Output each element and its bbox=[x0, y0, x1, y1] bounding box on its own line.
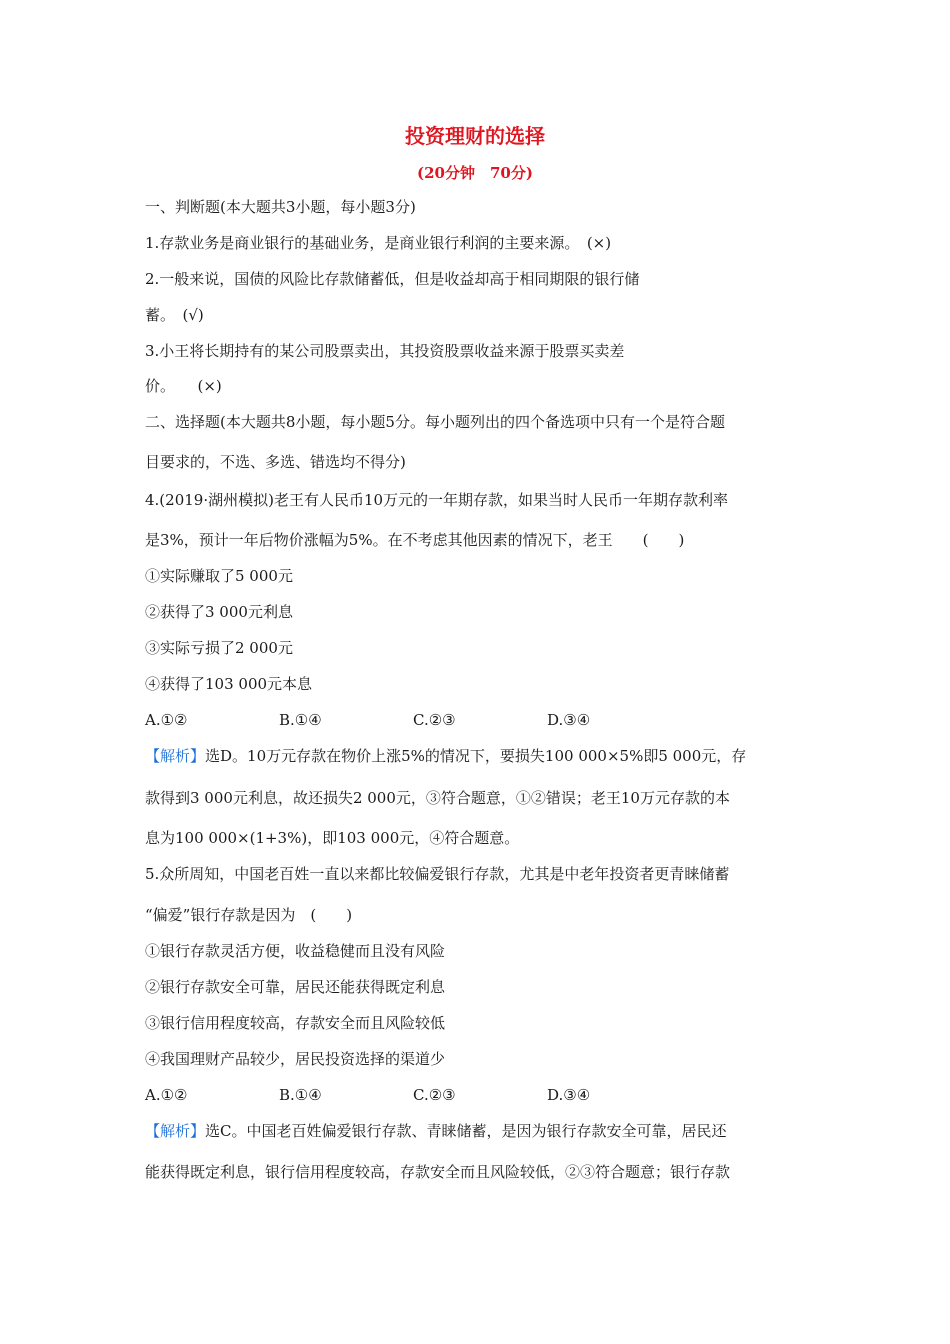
choice-b: B.①④ bbox=[279, 711, 322, 729]
choice-d: D.③④ bbox=[547, 711, 591, 729]
choice-a: A.①② bbox=[145, 1086, 188, 1104]
question-4-option-4: ④获得了103 000元本息 bbox=[145, 675, 313, 693]
question-4-line-2: 是3%，预计一年后物价涨幅为5%。在不考虑其他因素的情况下，老王 ( ) bbox=[145, 531, 685, 549]
choice-c: C.②③ bbox=[413, 711, 456, 729]
question-3-line-2: 价。 (×) bbox=[145, 377, 222, 395]
choice-a: A.①② bbox=[145, 711, 188, 729]
answer-4-line-3: 息为100 000×(1+3%)，即103 000元，④符合题意。 bbox=[145, 829, 520, 847]
section-2-heading-line-1: 二、选择题(本大题共8小题，每小题5分。每小题列出的四个备选项中只有一个是符合题 bbox=[145, 413, 725, 431]
question-5-option-4: ④我国理财产品较少，居民投资选择的渠道少 bbox=[145, 1050, 446, 1068]
question-4-choices bbox=[145, 710, 590, 730]
question-3-line-1: 3.小王将长期持有的某公司股票卖出，其投资股票收益来源于股票买卖差 bbox=[145, 342, 625, 360]
answer-5-text-1: 选C。中国老百姓偏爱银行存款、青睐储蓄，是因为银行存款安全可靠，居民还 bbox=[205, 1122, 727, 1140]
page-title: 投资理财的选择 bbox=[405, 124, 545, 148]
question-5-option-2: ②银行存款安全可靠，居民还能获得既定利息 bbox=[145, 978, 446, 996]
section-1-heading: 一、判断题(本大题共3小题，每小题3分) bbox=[145, 198, 416, 216]
answer-4-line-1 bbox=[145, 746, 746, 766]
section-2-heading-line-2: 目要求的，不选、多选、错选均不得分) bbox=[145, 453, 406, 471]
choice-b: B.①④ bbox=[279, 1086, 322, 1104]
question-2-line-1: 2.一般来说，国债的风险比存款储蓄低，但是收益却高于相同期限的银行储 bbox=[145, 270, 640, 288]
question-5-line-1: 5.众所周知，中国老百姓一直以来都比较偏爱银行存款，尤其是中老年投资者更青睐储蓄 bbox=[145, 865, 730, 883]
question-4-option-2: ②获得了3 000元利息 bbox=[145, 603, 293, 621]
question-4-line-1: 4.(2019·湖州模拟)老王有人民币10万元的一年期存款，如果当时人民币一年期存款利率 bbox=[145, 491, 729, 509]
question-4-option-3: ③实际亏损了2 000元 bbox=[145, 639, 293, 657]
question-5-option-1: ①银行存款灵活方便，收益稳健而且没有风险 bbox=[145, 942, 446, 960]
question-5-option-3: ③银行信用程度较高，存款安全而且风险较低 bbox=[145, 1014, 446, 1032]
question-5-choices bbox=[145, 1085, 590, 1105]
analysis-tag: 【解析】 bbox=[145, 1122, 206, 1140]
answer-5-line-2: 能获得既定利息，银行信用程度较高，存款安全而且风险较低，②③符合题意；银行存款 bbox=[145, 1163, 731, 1181]
choice-d: D.③④ bbox=[547, 1086, 591, 1104]
question-4-option-1: ①实际赚取了5 000元 bbox=[145, 567, 293, 585]
question-5-line-2: “偏爱”银行存款是因为 ( ) bbox=[145, 906, 353, 924]
analysis-tag: 【解析】 bbox=[145, 747, 206, 765]
choice-c: C.②③ bbox=[413, 1086, 456, 1104]
page-subtitle: (20分钟 70分) bbox=[417, 164, 533, 182]
question-1: 1.存款业务是商业银行的基础业务，是商业银行利润的主要来源。 (×) bbox=[145, 234, 612, 252]
answer-5-line-1 bbox=[145, 1121, 727, 1141]
question-2-line-2: 蓄。 (√) bbox=[145, 306, 204, 324]
answer-4-text-1: 选D。10万元存款在物价上涨5%的情况下，要损失100 000×5%即5 000元，存 bbox=[205, 747, 747, 765]
answer-4-line-2: 款得到3 000元利息，故还损失2 000元，③符合题意，①②错误；老王10万元存款的本 bbox=[145, 789, 730, 807]
